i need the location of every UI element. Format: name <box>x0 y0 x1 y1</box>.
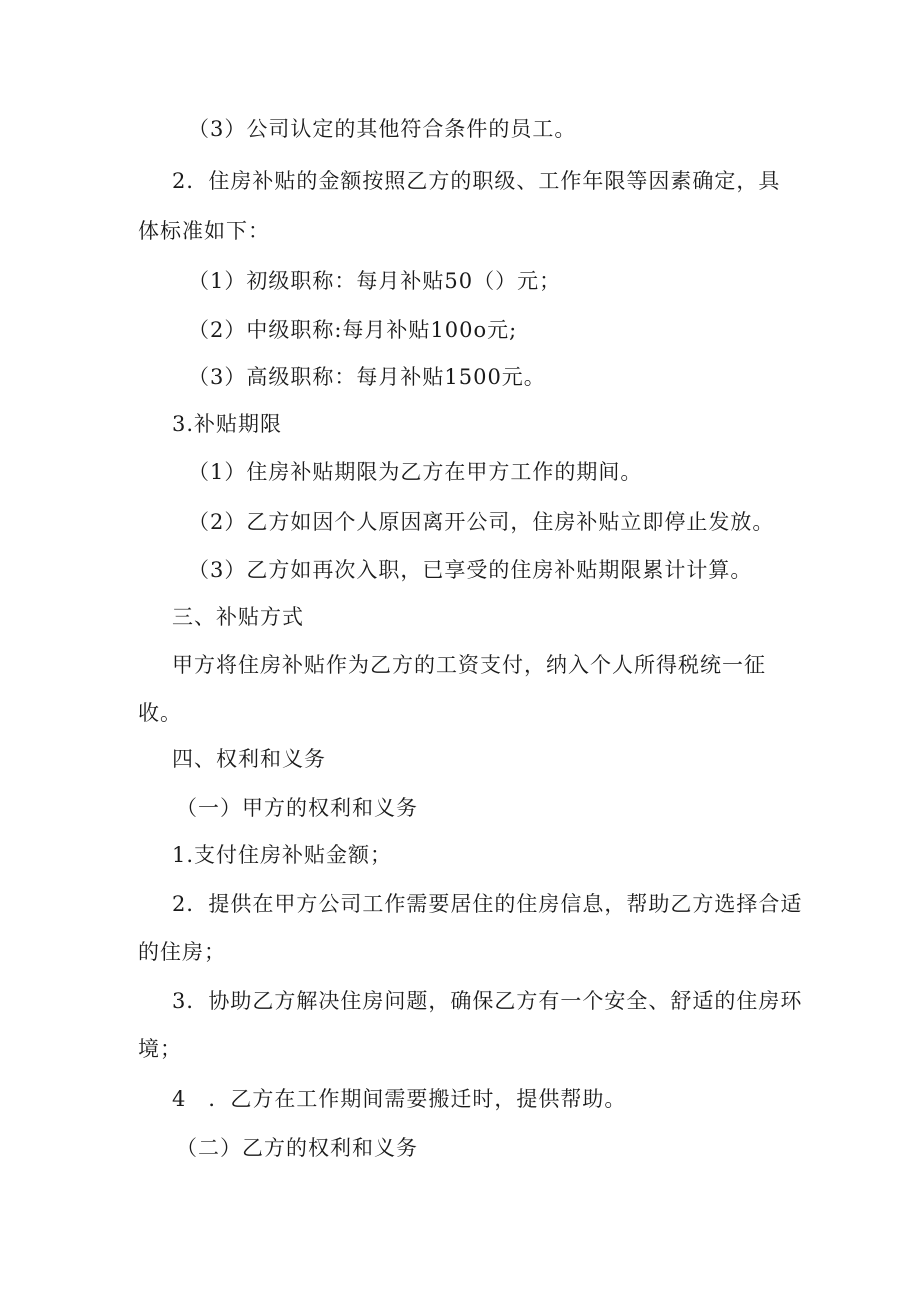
text-line: （2）乙方如因个人原因离开公司，住房补贴立即停止发放。 <box>188 510 775 534</box>
section-heading: 3.补贴期限 <box>172 412 283 436</box>
text-line: （3）高级职称：每月补贴1500元。 <box>188 365 546 389</box>
text-line: 甲方将住房补贴作为乙方的工资支付，纳入个人所得税统一征 <box>172 653 766 677</box>
section-heading: 三、补贴方式 <box>172 605 304 629</box>
text-line: 的住房； <box>138 940 226 964</box>
text-line: 体标准如下： <box>138 219 270 243</box>
text-line: （3）公司认定的其他符合条件的员工。 <box>188 117 577 141</box>
text-line: 收。 <box>138 701 182 725</box>
text-line: 2．住房补贴的金额按照乙方的职级、工作年限等因素确定，具 <box>172 169 781 193</box>
section-heading: 四、权利和义务 <box>172 747 326 771</box>
text-line: （1）初级职称：每月补贴50（）元； <box>188 269 562 293</box>
subsection-heading: （二）乙方的权利和义务 <box>176 1136 418 1160</box>
text-line: 3．协助乙方解决住房问题，确保乙方有一个安全、舒适的住房环 <box>172 989 803 1013</box>
subsection-heading: （一）甲方的权利和义务 <box>176 796 418 820</box>
text-line: 4 ．乙方在工作期间需要搬迁时，提供帮助。 <box>172 1087 627 1111</box>
text-line: （2）中级职称:每月补贴100o元; <box>188 318 518 342</box>
text-line: 2．提供在甲方公司工作需要居住的住房信息，帮助乙方选择合适 <box>172 892 803 916</box>
text-line: （3）乙方如再次入职，已享受的住房补贴期限累计计算。 <box>188 558 753 582</box>
text-line: （1）住房补贴期限为乙方在甲方工作的期间。 <box>188 460 643 484</box>
text-line: 1.支付住房补贴金额； <box>172 843 393 867</box>
text-line: 境； <box>138 1037 182 1061</box>
